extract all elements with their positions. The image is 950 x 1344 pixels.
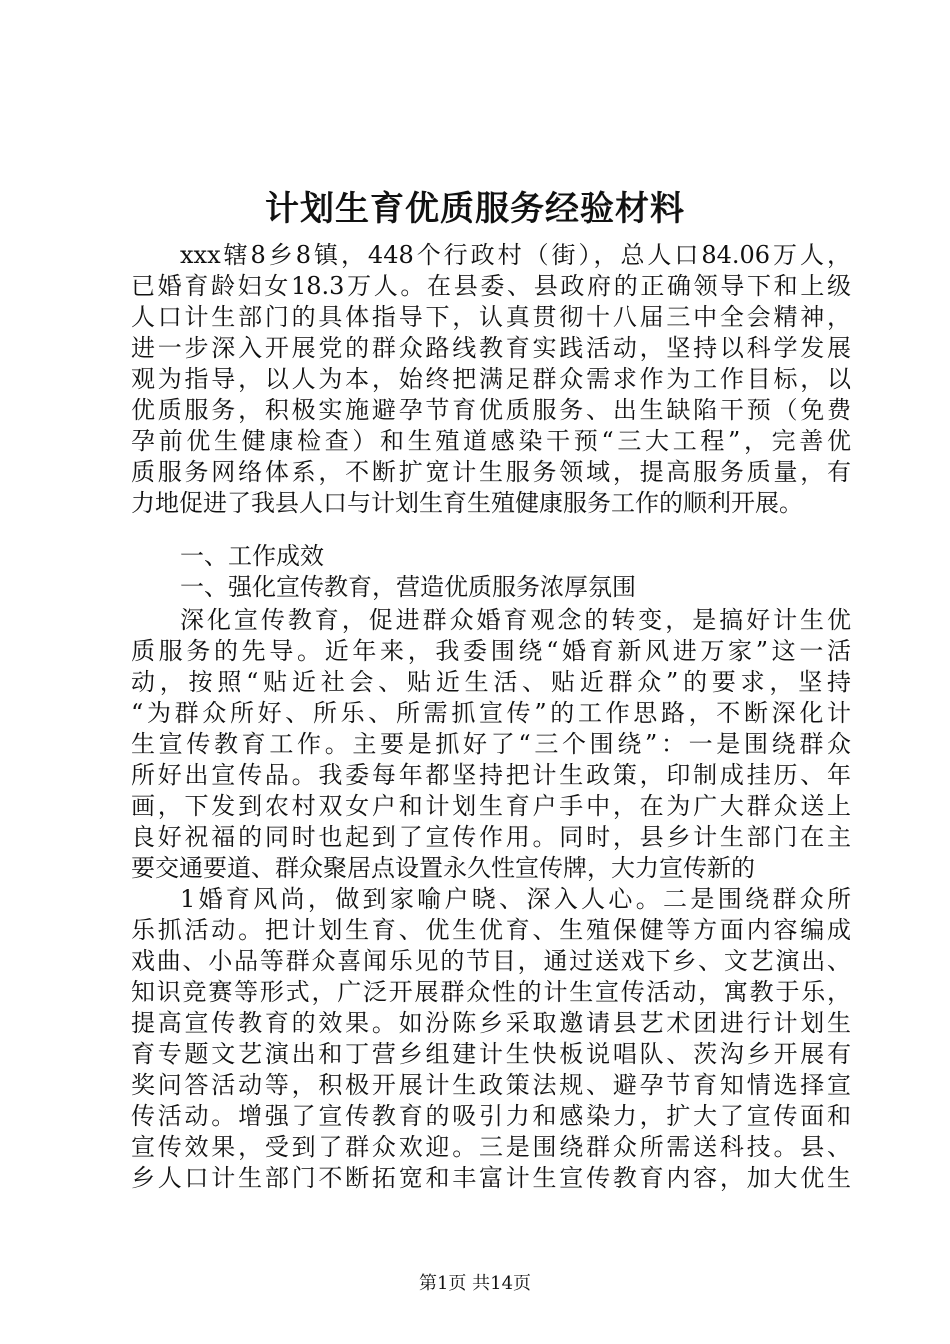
body-line: “为群众所好、所乐、所需抓宣传”的工作思路，不断深化计 — [131, 699, 851, 727]
body-line: 动，按照“贴近社会、贴近生活、贴近群众”的要求，坚持 — [131, 668, 851, 696]
body-line: 生宣传教育工作。主要是抓好了“三个围绕”：一是围绕群众 — [131, 730, 851, 758]
body-line: 质服务的先导。近年来，我委围绕“婚育新风进万家”这一活 — [131, 637, 851, 665]
body-line: 良好祝福的同时也起到了宣传作用。同时，县乡计生部门在主 — [131, 823, 851, 851]
document-title: 计划生育优质服务经验材料 — [265, 189, 685, 229]
body-line: 要交通要道、群众聚居点设置永久性宣传牌，大力宣传新的 — [131, 854, 755, 882]
body-line: 人口计生部门的具体指导下，认真贯彻十八届三中全会精神， — [131, 303, 851, 331]
body-line: xxx辖8乡8镇，448个行政村（街），总人口84.06万人， — [180, 241, 851, 269]
body-line: 观为指导，以人为本，始终把满足群众需求作为工作目标，以 — [131, 365, 851, 393]
body-line: 深化宣传教育，促进群众婚育观念的转变，是搞好计生优 — [180, 606, 851, 634]
body-line: 宣传效果，受到了群众欢迎。三是围绕群众所需送科技。县、 — [131, 1133, 851, 1161]
subsection-heading: 一、强化宣传教育，营造优质服务浓厚氛围 — [180, 573, 636, 601]
body-line: 所好出宣传品。我委每年都坚持把计生政策，印制成挂历、年 — [131, 761, 851, 789]
body-line: 戏曲、小品等群众喜闻乐见的节目，通过送戏下乡、文艺演出、 — [131, 947, 851, 975]
body-line: 孕前优生健康检查）和生殖道感染干预“三大工程”，完善优 — [131, 427, 851, 455]
body-line: 奖问答活动等，积极开展计生政策法规、避孕节育知情选择宣 — [131, 1071, 851, 1099]
body-line: 育专题文艺演出和丁营乡组建计生快板说唱队、茨沟乡开展有 — [131, 1040, 851, 1068]
body-line: 进一步深入开展党的群众路线教育实践活动，坚持以科学发展 — [131, 334, 851, 362]
body-line: 1婚育风尚，做到家喻户晓、深入人心。二是围绕群众所 — [180, 885, 851, 913]
body-line: 质服务网络体系，不断扩宽计生服务领域，提高服务质量，有 — [131, 458, 851, 486]
body-line: 优质服务，积极实施避孕节育优质服务、出生缺陷干预（免费 — [131, 396, 851, 424]
body-line: 传活动。增强了宣传教育的吸引力和感染力，扩大了宣传面和 — [131, 1102, 851, 1130]
body-line: 乡人口计生部门不断拓宽和丰富计生宣传教育内容，加大优生 — [131, 1164, 851, 1192]
body-line: 乐抓活动。把计划生育、优生优育、生殖保健等方面内容编成 — [131, 916, 851, 944]
page-footer: 第1页 共14页 — [418, 1273, 532, 1294]
body-line: 已婚育龄妇女18.3万人。在县委、县政府的正确领导下和上级 — [131, 272, 851, 300]
body-line: 画，下发到农村双女户和计划生育户手中，在为广大群众送上 — [131, 792, 851, 820]
body-line: 提高宣传教育的效果。如汾陈乡采取邀请县艺术团进行计划生 — [131, 1009, 851, 1037]
body-line: 力地促进了我县人口与计划生育生殖健康服务工作的顺利开展。 — [131, 489, 803, 517]
section-heading: 一、工作成效 — [180, 542, 324, 570]
body-line: 知识竞赛等形式，广泛开展群众性的计生宣传活动，寓教于乐， — [131, 978, 851, 1006]
